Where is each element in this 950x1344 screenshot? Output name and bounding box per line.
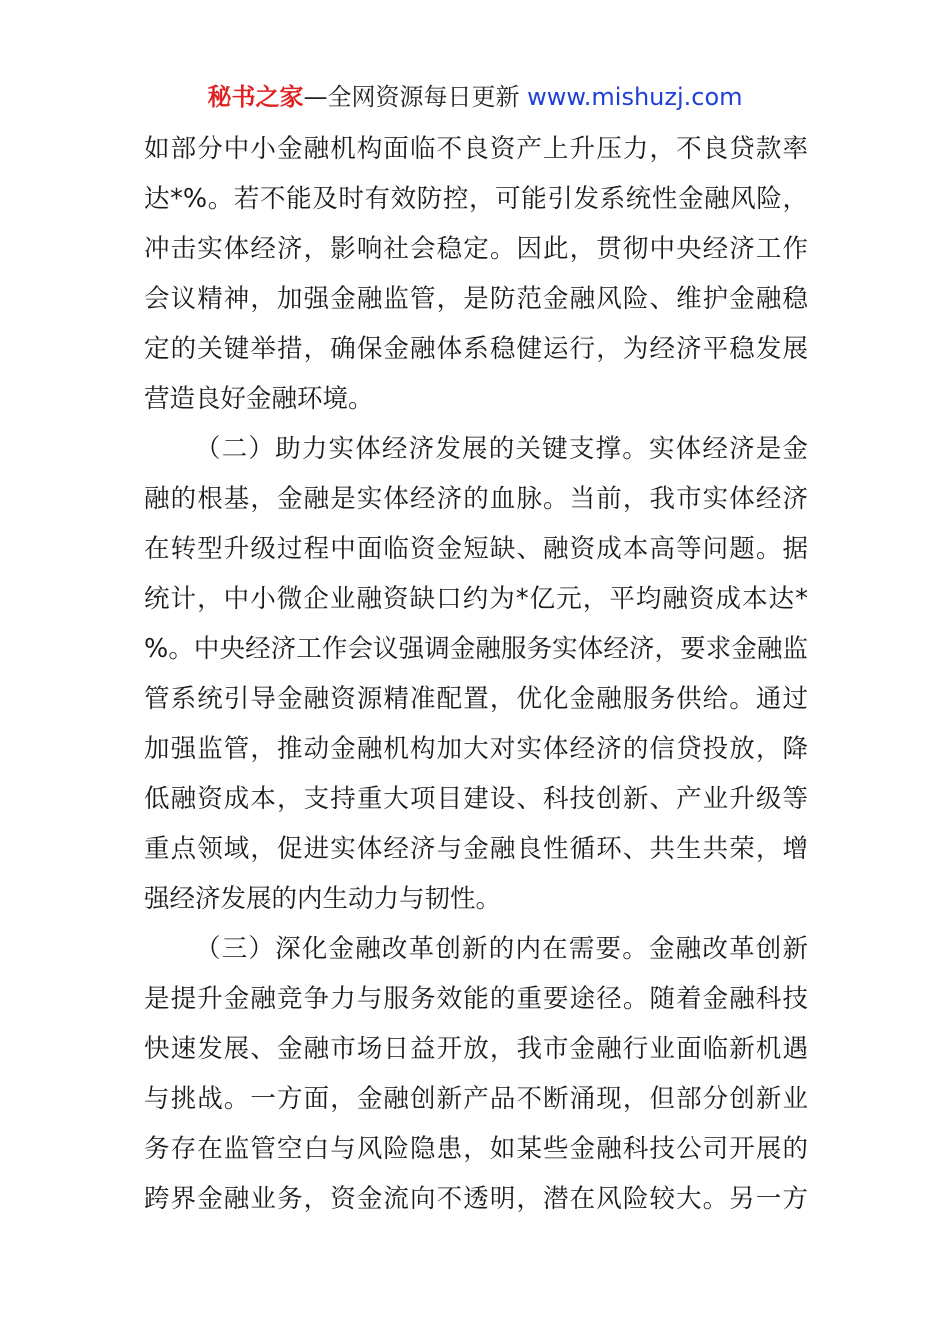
text-line: 会议精神，加强金融监管，是防范金融风险、维护金融稳: [144, 284, 808, 314]
text-line: 低融资成本，支持重大项目建设、科技创新、产业升级等: [144, 784, 808, 814]
text-line: 是提升金融竞争力与服务效能的重要途径。随着金融科技: [144, 984, 808, 1014]
section-heading-line: （二）助力实体经济发展的关键支撑。实体经济是金: [195, 434, 808, 464]
text-line: 管系统引导金融资源精准配置，优化金融服务供给。通过: [144, 684, 808, 714]
text-line: 与挑战。一方面，金融创新产品不断涌现，但部分创新业: [144, 1084, 808, 1114]
site-header: [0, 80, 950, 114]
section-heading-line: （三）深化金融改革创新的内在需要。金融改革创新: [195, 934, 808, 964]
text-line: 加强监管，推动金融机构加大对实体经济的信贷投放，降: [144, 734, 808, 764]
text-line: 快速发展、金融市场日益开放，我市金融行业面临新机遇: [144, 1034, 808, 1064]
text-line: 重点领域，促进实体经济与金融良性循环、共生共荣，增: [144, 834, 808, 864]
text-line: 达*%。若不能及时有效防控，可能引发系统性金融风险，: [144, 184, 808, 214]
text-line: 融的根基，金融是实体经济的血脉。当前，我市实体经济: [144, 484, 808, 514]
text-line: 务存在监管空白与风险隐患，如某些金融科技公司开展的: [144, 1134, 808, 1164]
text-line: 定的关键举措，确保金融体系稳健运行，为经济平稳发展: [144, 334, 808, 364]
text-line: 冲击实体经济，影响社会稳定。因此，贯彻中央经济工作: [144, 234, 808, 264]
text-line: 跨界金融业务，资金流向不透明，潜在风险较大。另一方: [144, 1184, 808, 1214]
text-line: 统计，中小微企业融资缺口约为*亿元，平均融资成本达*: [144, 584, 808, 614]
text-line: 在转型升级过程中面临资金短缺、融资成本高等问题。据: [144, 534, 808, 564]
text-line: 如部分中小金融机构面临不良资产上升压力，不良贷款率: [144, 134, 808, 164]
site-tagline: —全网资源每日更新: [303, 83, 520, 111]
text-line: %。中央经济工作会议强调金融服务实体经济，要求金融监: [144, 634, 808, 664]
document-body: [144, 124, 808, 1224]
text-line: 强经济发展的内生动力与韧性。: [144, 884, 502, 914]
site-brand: 秘书之家: [207, 83, 304, 111]
site-url-link[interactable]: www.mishuzj.com: [527, 83, 743, 111]
text-line: 营造良好金融环境。: [144, 384, 374, 414]
